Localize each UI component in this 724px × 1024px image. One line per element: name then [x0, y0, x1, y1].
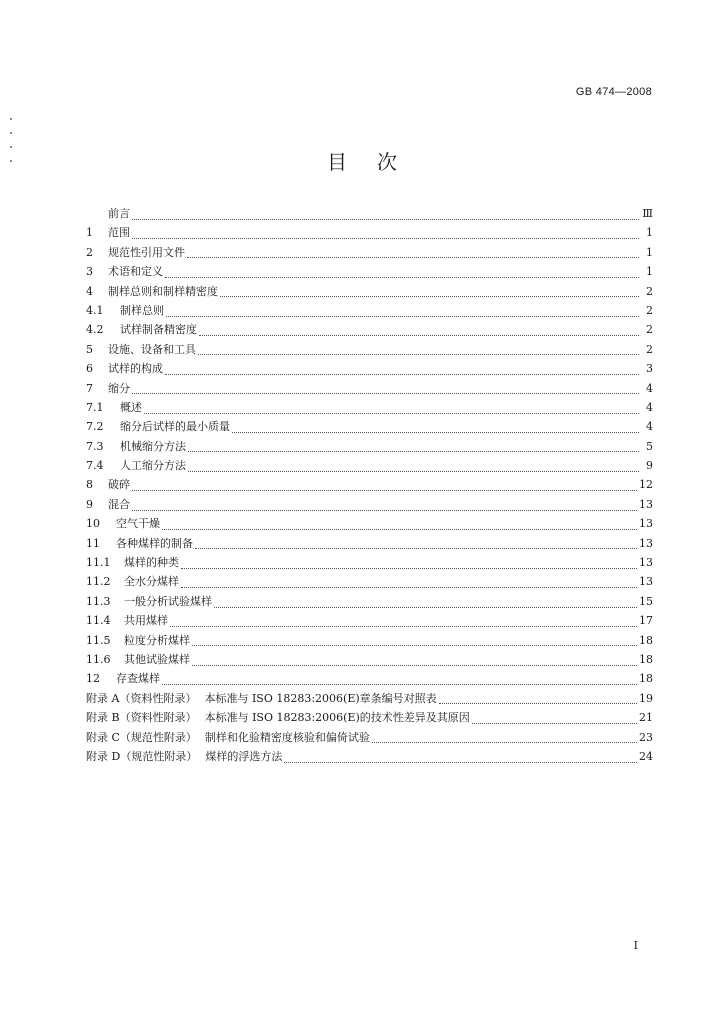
toc-dot-leader: [132, 237, 639, 239]
toc-entry-page: 1: [646, 226, 653, 240]
toc-entry-title: 共用煤样: [124, 614, 168, 628]
toc-entry-number: 11.5: [86, 633, 111, 647]
toc-entry-number: 7.3: [86, 439, 104, 453]
toc-entry[interactable]: [86, 670, 653, 689]
toc-entry-page: Ⅲ: [642, 207, 653, 220]
toc-entry-title: 规范性引用文件: [108, 245, 185, 259]
toc-entry-number: 11.1: [86, 556, 111, 570]
toc-entry-title: 概述: [120, 400, 142, 414]
toc-entry-title: 煤样的种类: [124, 556, 179, 570]
toc-entry-title: 制样总则和制样精密度: [108, 284, 218, 298]
toc-entry[interactable]: [86, 418, 653, 437]
toc-entry-number: 10: [86, 517, 100, 531]
toc-entry-page: 18: [639, 652, 653, 666]
toc-entry-number: 11.2: [86, 575, 111, 589]
toc-entry[interactable]: [86, 341, 653, 360]
toc-entry-number: 4.2: [86, 323, 104, 337]
toc-dot-leader: [181, 586, 637, 588]
toc-entry-number: 3: [86, 265, 93, 279]
toc-entry-page: 15: [639, 594, 653, 608]
toc-entry[interactable]: [86, 380, 653, 399]
toc-entry-number: 7: [86, 381, 93, 395]
toc-dot-leader: [170, 625, 637, 627]
toc-entry-page: 4: [646, 420, 653, 434]
toc-entry-page: 18: [639, 633, 653, 647]
toc-dot-leader: [162, 683, 637, 685]
toc-dot-leader: [192, 644, 637, 646]
toc-dot-leader: [132, 509, 637, 511]
toc-entry-number: 7.1: [86, 400, 104, 414]
toc-entry-number: 附录 B（资料性附录）: [86, 711, 197, 725]
toc-entry-number: 11.4: [86, 614, 111, 628]
toc-dot-leader: [199, 334, 639, 336]
toc-entry-number: 5: [86, 342, 93, 356]
toc-dot-leader: [439, 702, 637, 704]
toc-entry-title: 试样制备精密度: [120, 323, 197, 337]
toc-entry-number: 12: [86, 672, 100, 686]
toc-entry[interactable]: [86, 263, 653, 282]
toc-entry[interactable]: [86, 535, 653, 554]
toc-dot-leader: [132, 489, 637, 491]
toc-entry-page: 9: [646, 459, 653, 473]
toc-entry-page: 5: [646, 439, 653, 453]
toc-entry[interactable]: [86, 709, 653, 728]
toc-entry-title: 本标准与 ISO 18283:2006(E)的技术性差异及其原因: [204, 711, 470, 725]
toc-entry-title: 混合: [108, 497, 130, 511]
standard-code: GB 474—2008: [575, 86, 652, 98]
toc-entry-page: 23: [639, 730, 653, 744]
toc-entry[interactable]: [86, 302, 653, 321]
toc-entry-title: 缩分: [108, 381, 130, 395]
toc-entry-page: 21: [639, 711, 653, 725]
toc-entry-title: 人工缩分方法: [120, 459, 186, 473]
toc-entry[interactable]: [86, 632, 653, 651]
toc-entry-page: 19: [639, 691, 653, 705]
toc-dot-leader: [232, 431, 639, 433]
toc-dot-leader: [187, 256, 639, 258]
table-of-contents: [86, 205, 653, 767]
toc-entry-number: 附录 D（规范性附录）: [86, 749, 198, 763]
toc-entry[interactable]: [86, 496, 653, 515]
toc-dot-leader: [165, 373, 639, 375]
toc-entry-number: 4.1: [86, 303, 104, 317]
toc-entry-page: 17: [639, 614, 653, 628]
toc-dot-leader: [132, 218, 639, 220]
toc-dot-leader: [195, 547, 637, 549]
toc-entry[interactable]: [86, 593, 653, 612]
toc-entry-number: 2: [86, 245, 93, 259]
toc-entry[interactable]: [86, 690, 653, 709]
toc-entry-page: 13: [639, 536, 653, 550]
toc-dot-leader: [214, 606, 637, 608]
toc-entry-page: 2: [646, 284, 653, 298]
toc-entry-number: 附录 A（资料性附录）: [86, 691, 197, 705]
toc-entry-title: 煤样的浮选方法: [205, 749, 283, 763]
toc-entry-title: 全水分煤样: [124, 575, 179, 589]
toc-entry[interactable]: [86, 224, 653, 243]
toc-dot-leader: [472, 722, 637, 724]
toc-entry-page: 4: [646, 400, 653, 414]
toc-entry-page: 13: [639, 517, 653, 531]
toc-dot-leader: [166, 315, 639, 317]
toc-entry-number: 11.3: [86, 594, 111, 608]
toc-dot-leader: [284, 761, 637, 763]
toc-entry-title: 一般分析试验煤样: [124, 594, 212, 608]
toc-entry-title: 制样和化验精密度核验和偏倚试验: [204, 730, 370, 744]
toc-dot-leader: [198, 353, 639, 355]
toc-entry-title: 其他试验煤样: [124, 652, 190, 666]
toc-entry[interactable]: [86, 515, 653, 534]
toc-entry-title: 破碎: [108, 478, 130, 492]
toc-entry[interactable]: [86, 651, 653, 670]
toc-dot-leader: [165, 276, 639, 278]
toc-entry-title: 本标准与 ISO 18283:2006(E)章条编号对照表: [204, 691, 437, 705]
toc-entry-title: 范围: [108, 226, 130, 240]
toc-entry[interactable]: [86, 283, 653, 302]
toc-entry-title: 缩分后试样的最小质量: [120, 420, 230, 434]
toc-dot-leader: [220, 295, 639, 297]
toc-entry-title: 空气干燥: [116, 517, 160, 531]
toc-dot-leader: [192, 664, 637, 666]
toc-entry-page: 12: [639, 478, 653, 492]
toc-dot-leader: [181, 567, 637, 569]
toc-entry-page: 2: [646, 323, 653, 337]
toc-entry[interactable]: [86, 360, 653, 379]
toc-entry[interactable]: [86, 399, 653, 418]
toc-entry-number: 1: [86, 226, 93, 240]
toc-entry[interactable]: [86, 748, 653, 767]
toc-entry-title: 制样总则: [120, 303, 164, 317]
toc-entry-page: 13: [639, 556, 653, 570]
toc-entry[interactable]: [86, 457, 653, 476]
toc-entry-page: 13: [639, 575, 653, 589]
toc-entry-title: 机械缩分方法: [120, 439, 186, 453]
page-number: I: [633, 939, 638, 952]
toc-dot-leader: [188, 450, 639, 452]
toc-entry-number: 11.6: [86, 652, 111, 666]
toc-entry[interactable]: [86, 729, 653, 748]
toc-dot-leader: [188, 470, 639, 472]
toc-entry-page: 2: [646, 303, 653, 317]
toc-dot-leader: [372, 741, 637, 743]
toc-entry-title: 前言: [108, 207, 130, 220]
toc-entry-number: 9: [86, 497, 93, 511]
toc-entry[interactable]: [86, 321, 653, 340]
toc-entry[interactable]: [86, 573, 653, 592]
toc-entry[interactable]: [86, 476, 653, 495]
toc-entry-page: 18: [639, 672, 653, 686]
toc-entry-page: 24: [639, 749, 653, 763]
toc-dot-leader: [144, 412, 639, 414]
toc-entry[interactable]: [86, 244, 653, 263]
toc-entry[interactable]: [86, 438, 653, 457]
toc-entry-page: 13: [639, 497, 653, 511]
toc-entry-number: 7.4: [86, 459, 104, 473]
toc-dot-leader: [162, 528, 637, 530]
toc-entry-page: 3: [646, 362, 653, 376]
toc-entry-title: 各种煤样的制备: [116, 536, 193, 550]
toc-entry-title: 粒度分析煤样: [124, 633, 190, 647]
toc-entry-number: 11: [86, 536, 100, 550]
toc-entry[interactable]: [86, 554, 653, 573]
toc-entry-page: 1: [646, 265, 653, 279]
toc-entry-number: 8: [86, 478, 93, 492]
toc-entry[interactable]: [86, 205, 653, 224]
toc-entry-title: 存查煤样: [116, 672, 160, 686]
toc-entry-number: 附录 C（规范性附录）: [86, 730, 197, 744]
toc-entry-title: 试样的构成: [108, 362, 163, 376]
page-title: 目次: [327, 150, 427, 174]
toc-entry-number: 6: [86, 362, 93, 376]
toc-entry-page: 1: [646, 245, 653, 259]
toc-entry-title: 设施、设备和工具: [108, 342, 196, 356]
toc-entry[interactable]: [86, 612, 653, 631]
toc-entry-number: 7.2: [86, 420, 104, 434]
toc-entry-number: 4: [86, 284, 93, 298]
toc-entry-page: 2: [646, 342, 653, 356]
toc-entry-title: 术语和定义: [108, 265, 163, 279]
toc-dot-leader: [132, 392, 639, 394]
toc-entry-page: 4: [646, 381, 653, 395]
